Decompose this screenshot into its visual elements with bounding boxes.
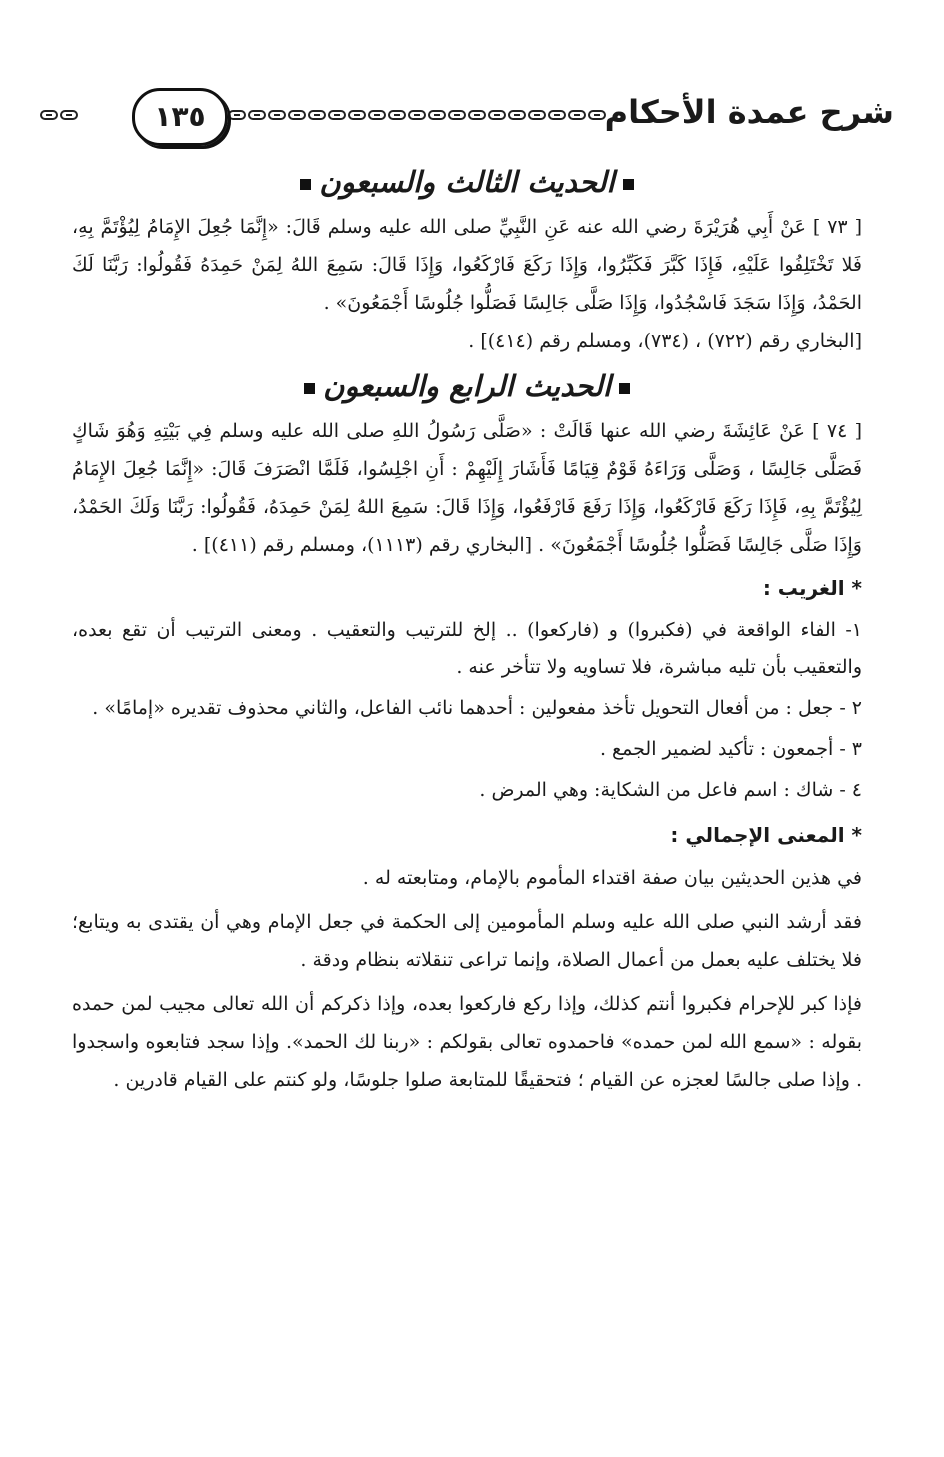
- hadith-source: [البخاري رقم (٧٢٢) ، (٧٣٤)، ومسلم رقم (٤١٤)] .: [468, 330, 862, 352]
- glossary-item: ٤ - شاك : اسم فاعل من الشكاية: وهي المرض .: [479, 779, 862, 801]
- page-number: ١٣٥: [132, 88, 228, 146]
- meaning-paragraph: فإذا كبر للإحرام فكبروا أنتم كذلك، وإذا ركع فاركعوا بعده، وإذا ذكركم أن الله تعالى مجيب لمن حمده بقوله : «سمع الله لمن حمده» فاحمدوه تعالى بقولكم : «ربنا لك الحمد». وإذا سجد فتابعوه واسجدوا . وإذا صلى جالسًا لعجزه عن القيام ؛ فتحقيقًا للمتابعة صلوا جلوسًا، ولو كنتم على القيام قادرين .: [72, 993, 862, 1091]
- meaning-paragraph: فقد أرشد النبي صلى الله عليه وسلم المأمومين إلى الحكمة في جعل الإمام وهي أن يقتدى به ويتابع؛ فلا يختلف عليه بعمل من أعمال الصلاة، وإنما تراعى تنقلاته بنظام ودقة .: [72, 911, 862, 971]
- meaning-section: [72, 815, 862, 1099]
- square-bullet-icon: [619, 383, 630, 394]
- square-bullet-icon: [300, 179, 311, 190]
- hadith-title-text: الحديث الرابع والسبعون: [323, 369, 611, 403]
- glossary-section: [72, 568, 862, 809]
- hadith-73: [72, 160, 862, 360]
- hadith-title-text: الحديث الثالث والسبعون: [319, 165, 615, 199]
- hadith-74: [72, 364, 862, 564]
- meaning-heading: * المعنى الإجمالي :: [670, 823, 862, 847]
- hadith-text: [ ٧٣ ] عَنْ أَبِي هُرَيْرَةَ رضي الله عنه عَنِ النَّبِيِّ صلى الله عليه وسلم قَالَ: «إِنَّمَا جُعِلَ الإِمَامُ لِيُؤْتَمَّ بِهِ، فَلا تَخْتَلِفُوا عَلَيْهِ، فَإِذَا كَبَّرَ فَكَبِّرُوا، وَإِذَا رَكَعَ فَارْكَعُوا، وَإِذَا قَالَ: سَمِعَ اللهُ لِمَنْ حَمِدَهُ فَقُولُوا: رَبَّنَا لَكَ الحَمْدُ، وَإِذَا سَجَدَ فَاسْجُدُوا، وَإِذَا صَلَّى جَالِسًا فَصَلُّوا جُلُوسًا أَجْمَعُونَ» .: [72, 216, 862, 314]
- meaning-paragraph: في هذين الحديثين بيان صفة اقتداء المأموم بالإمام، ومتابعته له .: [362, 867, 862, 889]
- page-content: [72, 160, 862, 1105]
- glossary-item: ١- الفاء الواقعة في (فكبروا) و (فاركعوا) .. إلخ للترتيب والتعقيب . ومعنى الترتيب أن تقع بعده، والتعقيب بأن تليه مباشرة، فلا تساويه ولا تتأخر عنه .: [72, 619, 862, 678]
- square-bullet-icon: [623, 179, 634, 190]
- glossary-item: ٣ - أجمعون : تأكيد لضمير الجمع .: [599, 738, 862, 760]
- glossary-list: [72, 612, 862, 809]
- book-title: شرح عمدة الأحكام: [604, 93, 894, 131]
- glossary-item: ٢ - جعل : من أفعال التحويل تأخذ مفعولين : أحدهما نائب الفاعل، والثاني محذوف تقديره «إمامًا» .: [92, 697, 862, 719]
- hadith-title: [72, 364, 862, 408]
- header-ornament-chain-small: [40, 110, 92, 122]
- hadith-text: [ ٧٤ ] عَنْ عَائِشَةَ رضي الله عنها قَالَتْ : «صَلَّى رَسُولُ اللهِ صلى الله عليه وسلم فِي بَيْتِهِ وَهُوَ شَاكٍ فَصَلَّى جَالِسًا ، وَصَلَّى وَرَاءَهُ قَوْمٌ قِيَامًا فَأَشَارَ إِلَيْهِمْ : أَنِ اجْلِسُوا، فَلَمَّا انْصَرَفَ قَالَ: «إِنَّمَا جُعِلَ الإِمَامُ لِيُؤْتَمَّ بِهِ، فَإِذَا رَكَعَ فَارْكَعُوا، وَإِذَا رَفَعَ فَارْفَعُوا، وَإِذَا قَالَ: سَمِعَ اللهُ لِمَنْ حَمِدَهُ، فَقُولُوا: رَبَّنَا وَلَكَ الحَمْدُ، وَإِذَا صَلَّى جَالِسًا فَصَلُّوا جُلُوسًا أَجْمَعُونَ» . [البخاري رقم (١١١٣)، ومسلم رقم (٤١١)] .: [72, 420, 863, 556]
- running-header: [40, 88, 904, 158]
- square-bullet-icon: [304, 383, 315, 394]
- header-ornament-chain: [228, 110, 620, 122]
- glossary-heading: * الغريب :: [762, 576, 862, 600]
- hadith-title: [72, 160, 862, 204]
